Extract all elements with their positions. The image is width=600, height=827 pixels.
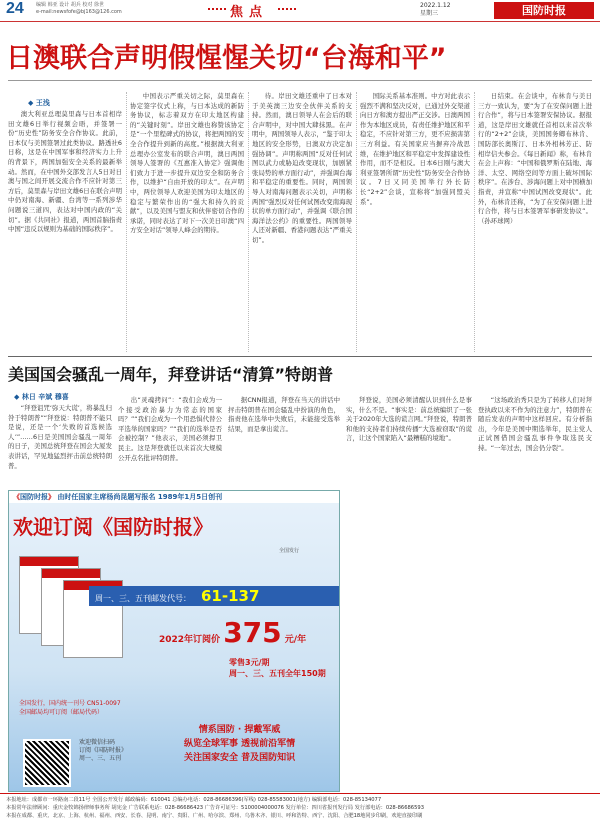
ad-retail-info <box>229 657 326 679</box>
article2-column-3 <box>228 396 340 488</box>
article2-paragraph: “这场政治秀只是为了转移人们对拜登执政以来不作为的注意力”，特朗普在随后发表的声明中这样回应。有分析指出，今年是美国中期选举年，民主党人正试图借国会骚乱事件争取选民支持。“一年过去，国会仍分裂”。 <box>478 396 592 452</box>
article2-paragraph: “拜登诅咒‘弥天大谎’，将暴乱归咎于特朗普”“拜登说：特朗普不能只是说，还是一个‘失败的首选候选人’”……6日是美国国会骚乱一周年的日子，美国总统拜登在国会大厦发表讲话，罕见地猛烈抨击前总统特朗普。 <box>8 404 112 470</box>
headline-rule <box>8 80 592 81</box>
ad-price-unit: 元/年 <box>284 635 307 645</box>
page-footer <box>0 793 600 827</box>
slogan-line: 情系国防 · 捍戴军威 <box>198 725 281 735</box>
ad-title: 欢迎订阅《国防时报》 <box>13 515 213 539</box>
article2-column-5 <box>478 396 592 788</box>
column-divider <box>126 92 127 352</box>
footer-line: 本报在成都、重庆、北京、上海、杭州、福州、西安、长春、昆明、南宁、贵阳、广州、哈尔滨、郑州、乌鲁木齐、银川、呼和浩特、西宁、沈阳、合肥18地同步印刷，欢迎直接印刷 <box>6 813 423 819</box>
ad-promo-line: 全国邮局均可订阅（邮局代码） <box>19 709 104 716</box>
editor-email: e-mail:newsfofe@bj163@126.com <box>36 9 122 15</box>
editor-names: 编辑 韩亚 设计 胡兵 校对 徐世 <box>36 2 104 8</box>
article2-paragraph: 据CNN报道，拜登在当天的讲话中抨击特朗普在国会骚乱中扮演的角色，指责他在选举中失败后，未能接受选举结果，而是拿出谎言。 <box>228 396 340 433</box>
ad-schedule: 周一、三、五刊全年150期 <box>229 669 326 678</box>
article2-column-4 <box>346 396 472 788</box>
qr-code-icon[interactable] <box>23 739 71 787</box>
issue-date <box>420 2 451 18</box>
section-title <box>230 1 268 20</box>
editor-credits <box>36 2 186 16</box>
article1-column-4 <box>360 92 470 352</box>
ad-slogan <box>184 723 295 765</box>
column-divider <box>248 92 249 352</box>
article1-paragraph: 澳大利亚总理莫里森与日本首相岸田文雄6日举行视频会晤，并签署一份“历史性”防务安全合作协议。此前，日本仅与美国签署过此类协议。路透社6日称，这是在中国军事和经济实力上升的背景下，两国加强安全关系的最新举动。然而，在中国外交部发言人5日对日澳与国之间开展交流合作不应针对第三方后，莫里森与岸田文雄6日在联合声明中仍对南海、新疆、台湾等一系列涉华问题说三道四，表达对中国内政的“关切”。据《共同社》报道，两国首脑指责中国“违反以规则为基础的国际秩序”。 <box>8 110 122 234</box>
ad-top-banner: 《国防时报》 由时任国家主席杨尚昆题写报名 1989年1月5日创刊 <box>9 491 339 503</box>
footer-line: 本报常年法律顾问：重庆金牧锦扬律师事务所 胡宪金 广告联系电话：028-86686423 广告许可证号：5100004000076 发行单位：四川省报刊发行局 发行部电话：028-86686593 <box>6 805 425 811</box>
ad-nationwide: 全国发行 <box>279 548 300 554</box>
qr-caption-line: 周一、三、五刊 <box>79 755 122 762</box>
ad-retail-price: 零售3元/期 <box>229 658 270 667</box>
section-divider-right <box>278 8 296 10</box>
ad-founding-info: 由时任国家主席杨尚昆题写报名 1989年1月5日创刊 <box>57 493 223 501</box>
page-number: 24 <box>6 0 24 17</box>
article1-paragraph: 国际关系基本准则。中方对此表示强烈不满和坚决反对，已通过外交渠道向日方和澳方提出严正交涉。日澳两国作为本地区成员，有责任维护地区和平稳定，不应针对第三方，更不应损害第三方利益。有关国家应当摒弃冷战思维，在维护地区和平稳定中发挥建设性作用，而不是相反。日本6日刚与澳大利亚签署所谓“历史性”防务安全合作协议。7日又同美国举行外长防长“2+2”会谈，宣称将“加强同盟关系”。 <box>360 92 470 206</box>
article1-column-5 <box>478 92 592 352</box>
qr-caption-line: 订阅《国防时报》 <box>79 747 128 754</box>
subscription-advertisement[interactable] <box>8 490 340 792</box>
article2-column-1 <box>8 404 112 488</box>
column-divider <box>356 92 357 352</box>
ad-postal-code-bar <box>89 586 339 606</box>
article1-byline: ◆ 王浅 <box>28 99 50 107</box>
article2-byline: ◆ 林日 辛斌 穆喜 <box>14 393 69 401</box>
ad-promo-lines <box>19 699 121 717</box>
article1-paragraph: 中国表示严重关切之际，莫里森在协定签字仪式上称，与日本达成的新防务协议，标志着双方在印太地区构建的“关键时刻”。岸田文雄也称赞该协定是“一个里程碑式的协议，将把两国的安全合作提升到新的高度。”根据澳大利亚总理办公室发布的联合声明，澳日两国领导人签署的《互惠准入协定》强调他们致力于进一步提升双边安全和防务合作，以维护“自由开放的印太”。在声明中，两位领导人欢迎美国为印太地区的稳定与繁荣作出的“强大和持久的贡献”，以及美国与盟友和伙伴密切合作的承诺，同时表达了对下一次美日印澳“四方安全对话”领导人峰会的期待。 <box>130 92 244 235</box>
article2-column-2 <box>118 396 222 488</box>
ad-logo-text: 国防时报 <box>20 493 48 501</box>
ad-postal-code: 61-137 <box>201 587 260 605</box>
article1-column-3 <box>252 92 352 352</box>
masthead-logo: 国防时报 <box>494 2 594 19</box>
ad-promo-line: 全国发行，国内统一刊号 CN51-0097 <box>19 700 121 707</box>
ad-price-value: 375 <box>223 616 282 649</box>
slogan-line: 关注国家安全 普及国防知识 <box>184 753 296 763</box>
qr-caption-line: 欢迎微信扫码 <box>79 739 116 746</box>
ad-price-label: 2022年订阅价 <box>159 635 221 645</box>
article2-headline[interactable]: 美国国会骚乱一周年，拜登讲话“清算”特朗普 <box>8 365 334 384</box>
article1-column-2 <box>130 92 244 352</box>
article-separator <box>8 356 592 357</box>
ad-price-block <box>159 616 306 649</box>
section-label: 焦点 <box>230 5 269 20</box>
ad-qr-caption <box>79 739 127 763</box>
ad-postal-label: 周一、三、五刊邮发代号： <box>95 594 191 603</box>
column-divider <box>474 92 475 352</box>
date-text: 2022.1.12 <box>420 2 451 9</box>
article2-paragraph: 出“灵魂拷问”：“我们会成为一个接受政治暴力为常态的国家吗？”“我们会成为一个用恐惧代替公平选举的国家吗？”“我们的选举是否会被控制？”他表示，美国必须捍卫民主。这是拜登就任以来首次大规模公开点名批评特朗普。 <box>118 396 222 462</box>
article1-column-1 <box>8 110 122 352</box>
weekday-text: 星期三 <box>420 10 439 17</box>
article1-author: 王浅 <box>35 99 50 107</box>
footer-line: 本报地址：成都市一环路南二段11号 全国公开发行 邮政编码：610041 总编办电话：028-86686396(军线) 028-85583001(地方) 编辑部电话：028-85134077 <box>6 797 382 803</box>
article1-paragraph: 日结束。在会谈中，布林肯与美日三方一致认为，要“为了在安保问题上进行合作”，将与日本签署安保协议。据报道，这是岸田文雄就任首相以来首次举行的“2+2”会谈，美国国务卿布林肯、国防部长奥斯汀、日本外相林芳正、防相岸信夫参会。《每日新闻》称，布林肯在会上声称：“中国和俄罗斯在陆地、海洋、太空、网络空间等方面上破坏国际秩序”。在涉台、涉海问题上对中国横加指责，并宣称“中国试图改变现状”。此外，布林肯还称，“为了在安保问题上进行合作，将与日本签署军事研发协议”。（孙环球网） <box>478 92 592 225</box>
section-divider-left <box>208 8 226 10</box>
article1-headline[interactable]: 日澳联合声明假惺惺关切“台海和平” <box>6 43 447 74</box>
slogan-line: 纵览全球军事 透视前沿军情 <box>184 739 296 749</box>
article2-paragraph: 拜登说，美国必须清醒认识到什么是事实，什么不是。“事实是：前总统编织了一张关于2020年大选的谎言网。”拜登说，特朗普和他的支持者们持续传播“大选被窃取”的谎言，让这个国家陷入“最糟糕的境地”。 <box>346 396 472 443</box>
page-header <box>0 0 600 22</box>
article2-authors: 林日 辛斌 穆喜 <box>21 393 69 401</box>
article1-paragraph: 待。岸田文雄还重申了日本对于美英澳三边安全伙伴关系的支持。然而，澳日领导人在会后的联合声明中，对中国大肆抹黑。在声明中，两国领导人表示，“鉴于印太地区的安全形势，日澳双方决定加强协调”。声明称两国“反对任何试图以武力或胁迫改变现状，加剧紧张局势的单方面行动”，并强调台海和平稳定的重要性。同时，两国领导人对南海问题表示关切，声明称两国“强烈反对任何试图改变南海现状的单方面行动”，并强调《联合国海洋法公约》的重要性。两国领导人还对新疆、香港问题表达“严重关切”。 <box>252 92 352 244</box>
